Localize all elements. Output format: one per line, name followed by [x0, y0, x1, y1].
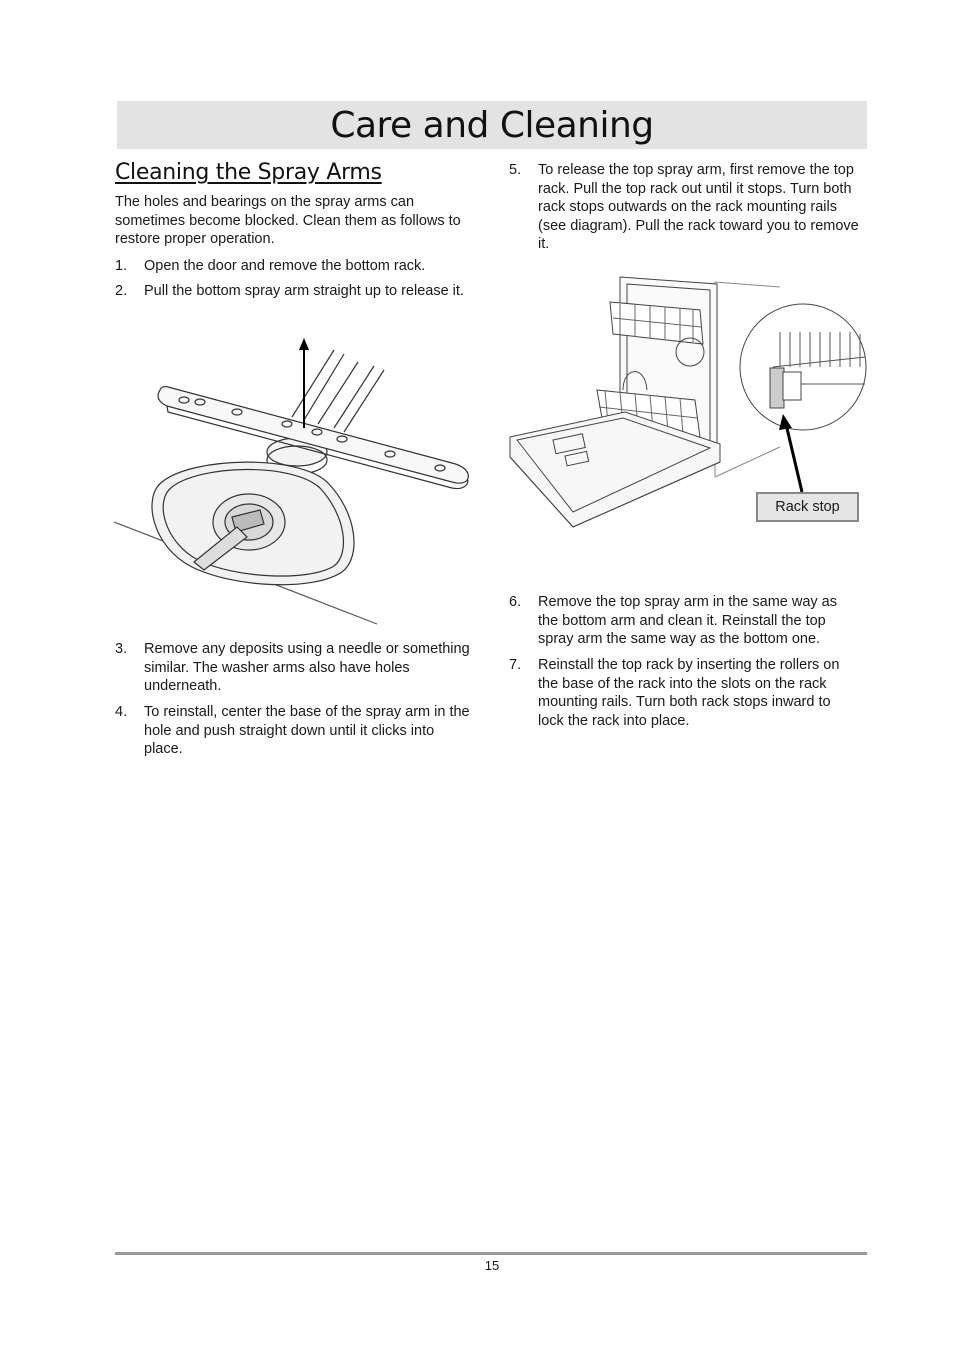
step-text: Open the door and remove the bottom rack. — [144, 258, 426, 274]
page-title: Care and Cleaning — [330, 104, 654, 146]
spray-arm-illustration — [112, 332, 482, 632]
step-3 — [115, 640, 475, 696]
step-text: Remove the top spray arm in the same way as the bottom arm and clean it. Reinstall the top spray arm the same way as the bottom one. — [538, 594, 837, 647]
step-7 — [509, 656, 859, 730]
step-number: 4. — [115, 704, 128, 720]
step-text: Pull the bottom spray arm straight up to release it. — [144, 283, 464, 299]
step-6 — [509, 593, 859, 649]
title-bar — [117, 101, 867, 149]
rack-stop-label: Rack stop — [756, 492, 859, 522]
step-number: 3. — [115, 641, 128, 657]
page-number: 15 — [484, 1258, 500, 1273]
step-number: 1. — [115, 258, 128, 274]
step-number: 2. — [115, 283, 128, 299]
intro-paragraph: The holes and bearings on the spray arms can sometimes become blocked. Clean them as follows to restore proper operation. — [115, 194, 461, 247]
step-2 — [115, 282, 475, 301]
step-number: 6. — [509, 594, 522, 610]
step-text: Remove any deposits using a needle or something similar. The washer arms also have holes underneath. — [144, 641, 470, 694]
step-5 — [509, 161, 859, 254]
footer-divider — [115, 1252, 867, 1255]
step-text: Reinstall the top rack by inserting the rollers on the base of the rack into the slots on the rack mounting rails. Turn both rack stops inward to lock the rack into place. — [538, 657, 840, 729]
step-number: 7. — [509, 657, 522, 673]
step-1 — [115, 257, 475, 276]
step-text: To reinstall, center the base of the spray arm in the hole and push straight down until it clicks into place. — [144, 704, 470, 757]
step-4 — [115, 703, 475, 759]
section-heading: Cleaning the Spray Arms — [115, 160, 382, 185]
step-number: 5. — [509, 162, 522, 178]
step-text: To release the top spray arm, first remove the top rack. Pull the top rack out until it stops. Turn both rack stops outwards on the rack mounting rails (see diagram). Pull the rack toward you to remove it. — [538, 162, 859, 252]
